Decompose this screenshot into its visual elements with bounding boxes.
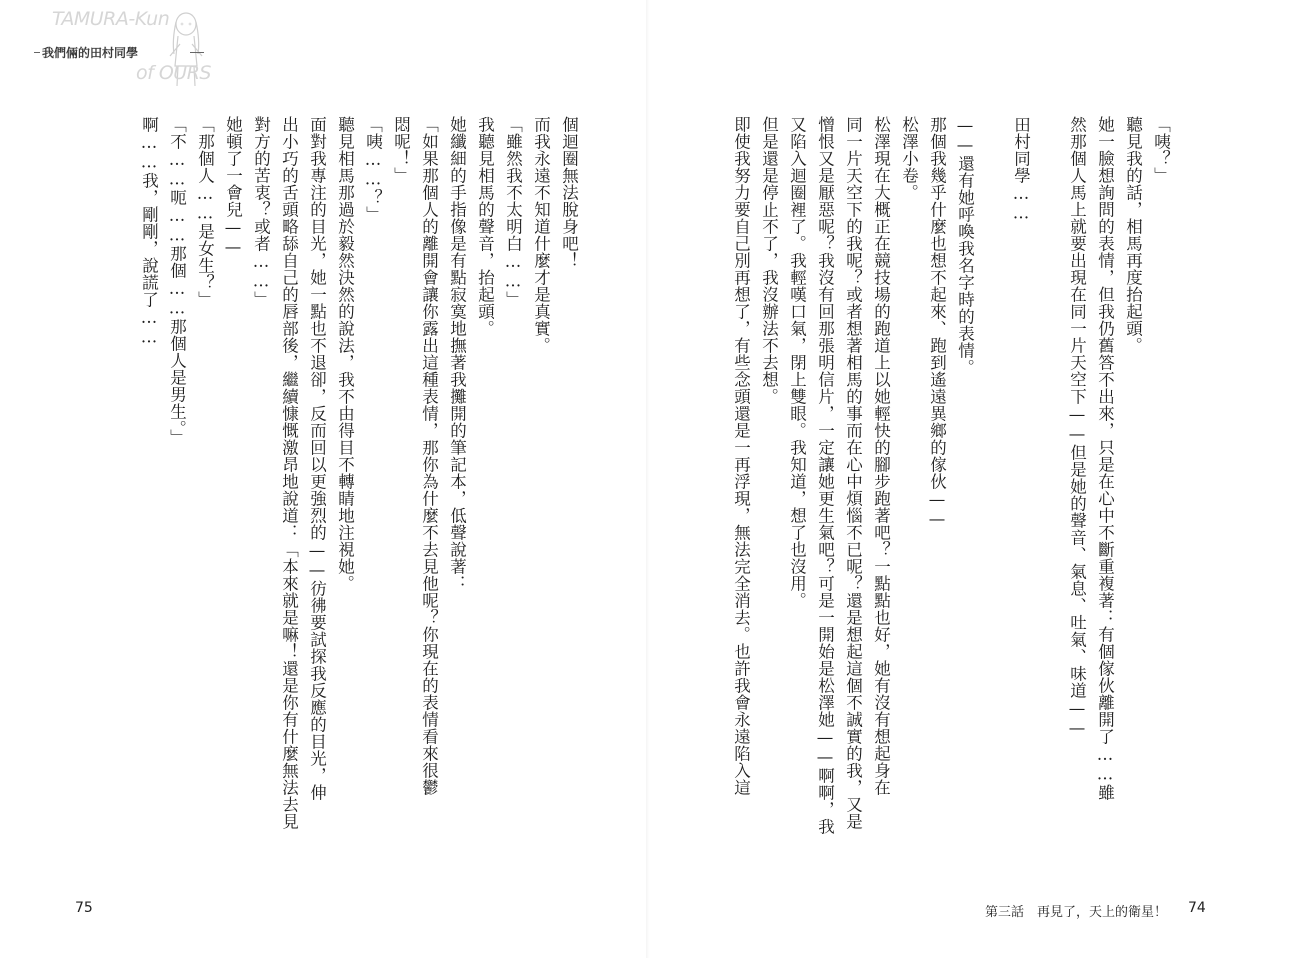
- text-column: 松澤現在大概正在競技場的跑道上以她輕快的腳步跑著吧？一點點也好，她有沒有想起身在: [871, 116, 891, 796]
- text-column: 同一片天空下的我呢？或者想著相馬的事而在心中煩惱不已呢？還是想起這個不誠實的我，又是: [843, 116, 863, 830]
- text-column: 又陷入迴圈裡了。我輕嘆口氣，閉上雙眼。我知道，想了也沒用。: [787, 116, 807, 609]
- page-number-left: 75: [75, 900, 93, 916]
- text-column: 松澤小卷。: [899, 116, 919, 201]
- text-column: 她纖細的手指像是有點寂寞地撫著我攤開的筆記本，低聲說著：: [447, 116, 467, 592]
- chapter-title: 第三話 再見了，天上的衛星！: [985, 905, 1168, 920]
- text-column: 我聽見相馬的聲音，抬起頭。: [475, 116, 495, 337]
- text-column: 「咦？」: [1151, 116, 1171, 184]
- text-column: 悶呢！」: [391, 116, 411, 184]
- text-column: 聽見我的話，相馬再度抬起頭。: [1123, 116, 1143, 354]
- logo-rule-right: [190, 52, 204, 53]
- text-column: 那個我幾乎什麼也想不起來、跑到遙遠異鄉的傢伙——: [927, 116, 947, 529]
- text-column: 她一臉想詢問的表情，但我仍舊答不出來，只是在心中不斷重複著：有個傢伙離開了……雖: [1095, 116, 1115, 801]
- text-column: ——還有她呼喚我名字時的表情。: [955, 116, 975, 376]
- text-column: 然那個人馬上就要出現在同一片天空下——但是她的聲音、氣息、吐氣、味道——: [1067, 116, 1087, 738]
- text-column: 而我永遠不知道什麼才是真實。: [531, 116, 551, 354]
- text-column: 憎恨又是厭惡呢？我沒有回那張明信片，一定讓她更生氣吧？可是一開始是松澤她——啊啊，我: [815, 116, 835, 835]
- text-column: 「那個人……是女生？」: [195, 116, 215, 308]
- page-gutter: [646, 0, 650, 958]
- text-column: 但是還是停止不了，我沒辦法不去想。: [759, 116, 779, 405]
- text-column: 「雖然我不太明白……」: [503, 116, 523, 308]
- logo-latin-bottom: of OURS: [136, 62, 211, 84]
- page-number-right: 74: [1188, 900, 1206, 916]
- logo-latin-top: TAMURA-Kun: [52, 8, 170, 30]
- text-column: 個迴圈無法脫身吧！: [559, 116, 579, 269]
- logo-subtitle: 我們倆的田村同學: [42, 46, 139, 60]
- text-column: 「咦……？」: [363, 116, 383, 223]
- text-column: 出小巧的舌頭略舔自己的唇部後，繼續慷慨激昂地說道：「本來就是嘛！還是你有什麼無法去見: [279, 116, 299, 830]
- text-column: 啊……我，剛剛，說謊了……: [139, 116, 159, 347]
- series-logo: [40, 8, 210, 90]
- text-column: 「不……呃……那個……那個人是男生。」: [167, 116, 187, 446]
- text-column: 她頓了一會兒——: [223, 116, 243, 257]
- text-column: 對方的苦衷？或者……」: [251, 116, 271, 308]
- text-column: 即使我努力要自己別再想了，有些念頭還是一再浮現，無法完全消去。也許我會永遠陷入這: [731, 116, 751, 796]
- text-column: 田村同學……: [1011, 116, 1031, 223]
- text-column: 聽見相馬那過於毅然決然的說法，我不由得目不轉睛地注視她。: [335, 116, 355, 592]
- text-column: 「如果那個人的離開會讓你露出這種表情，那你為什麼不去見他呢？你現在的表情看來很鬱: [419, 116, 439, 796]
- text-column: 面對我專注的目光，她一點也不退卻，反而回以更強烈的——彷彿要試探我反應的目光，伸: [307, 116, 327, 801]
